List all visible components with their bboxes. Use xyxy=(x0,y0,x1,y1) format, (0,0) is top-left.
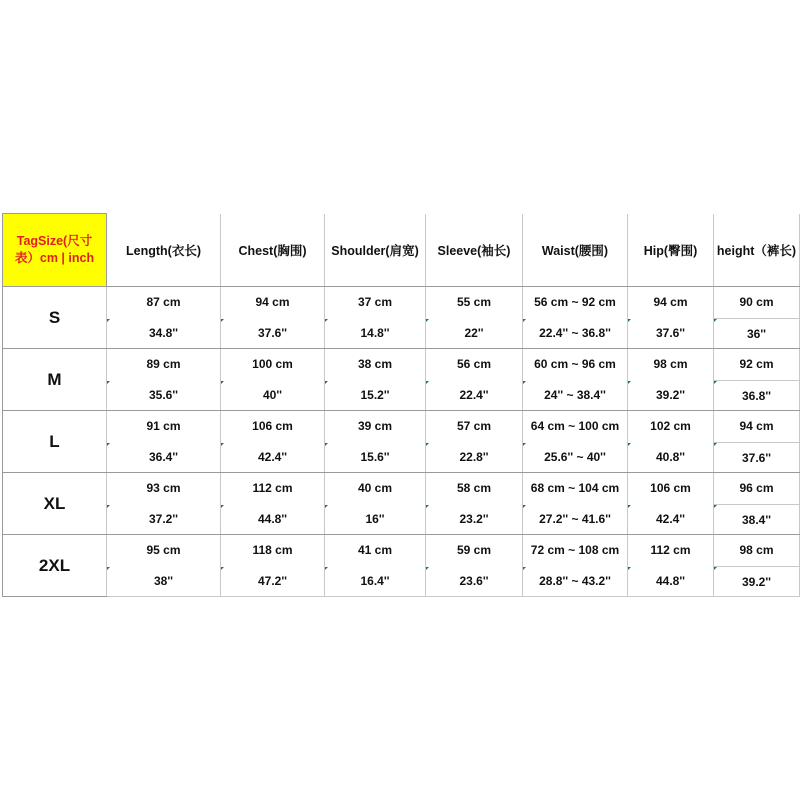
sleeve-cm: 57 cm xyxy=(426,411,523,443)
shoulder-inch: 14.8'' xyxy=(325,319,426,349)
height-inch: 39.2'' xyxy=(714,567,800,597)
table-row-s-inch xyxy=(3,319,800,349)
length-inch: 36.4'' xyxy=(107,443,221,473)
length-cm: 89 cm xyxy=(107,349,221,381)
chest-inch: 40'' xyxy=(221,381,325,411)
shoulder-inch: 15.2'' xyxy=(325,381,426,411)
chest-cm: 100 cm xyxy=(221,349,325,381)
table-row-2xl-cm xyxy=(3,535,800,567)
waist-inch: 27.2'' ~ 41.6'' xyxy=(523,505,628,535)
sleeve-cm: 58 cm xyxy=(426,473,523,505)
waist-cm: 60 cm ~ 96 cm xyxy=(523,349,628,381)
header-shoulder: Shoulder(肩宽) xyxy=(325,214,426,287)
waist-inch: 22.4'' ~ 36.8'' xyxy=(523,319,628,349)
chest-cm: 118 cm xyxy=(221,535,325,567)
hip-cm: 106 cm xyxy=(628,473,714,505)
hip-cm: 112 cm xyxy=(628,535,714,567)
shoulder-inch: 16'' xyxy=(325,505,426,535)
header-sleeve: Sleeve(袖长) xyxy=(426,214,523,287)
table-row-m-inch xyxy=(3,381,800,411)
sleeve-inch: 23.6'' xyxy=(426,567,523,597)
chest-inch: 42.4'' xyxy=(221,443,325,473)
length-cm: 95 cm xyxy=(107,535,221,567)
size-label-xl: XL xyxy=(3,473,107,535)
table-row-2xl-inch xyxy=(3,567,800,597)
height-inch: 38.4'' xyxy=(714,505,800,535)
header-chest: Chest(胸围) xyxy=(221,214,325,287)
sleeve-cm: 56 cm xyxy=(426,349,523,381)
shoulder-cm: 37 cm xyxy=(325,287,426,319)
table-row-xl-inch xyxy=(3,505,800,535)
chest-inch: 47.2'' xyxy=(221,567,325,597)
length-inch: 37.2'' xyxy=(107,505,221,535)
shoulder-cm: 41 cm xyxy=(325,535,426,567)
sleeve-cm: 55 cm xyxy=(426,287,523,319)
length-inch: 35.6'' xyxy=(107,381,221,411)
hip-cm: 102 cm xyxy=(628,411,714,443)
height-inch: 36.8'' xyxy=(714,381,800,411)
height-cm: 90 cm xyxy=(714,287,800,319)
length-cm: 93 cm xyxy=(107,473,221,505)
chest-cm: 112 cm xyxy=(221,473,325,505)
height-cm: 94 cm xyxy=(714,411,800,443)
sleeve-cm: 59 cm xyxy=(426,535,523,567)
hip-inch: 44.8'' xyxy=(628,567,714,597)
waist-cm: 56 cm ~ 92 cm xyxy=(523,287,628,319)
height-cm: 96 cm xyxy=(714,473,800,505)
sleeve-inch: 22.8'' xyxy=(426,443,523,473)
chest-cm: 106 cm xyxy=(221,411,325,443)
table-row-l-cm xyxy=(3,411,800,443)
hip-inch: 39.2'' xyxy=(628,381,714,411)
size-label-2xl: 2XL xyxy=(3,535,107,597)
size-label-m: M xyxy=(3,349,107,411)
size-label-l: L xyxy=(3,411,107,473)
sleeve-inch: 23.2'' xyxy=(426,505,523,535)
table-row-m-cm xyxy=(3,349,800,381)
table-row-s-cm xyxy=(3,287,800,319)
hip-inch: 40.8'' xyxy=(628,443,714,473)
chest-cm: 94 cm xyxy=(221,287,325,319)
header-row xyxy=(3,214,800,287)
shoulder-inch: 16.4'' xyxy=(325,567,426,597)
header-length: Length(衣长) xyxy=(107,214,221,287)
length-inch: 34.8'' xyxy=(107,319,221,349)
hip-cm: 94 cm xyxy=(628,287,714,319)
waist-cm: 64 cm ~ 100 cm xyxy=(523,411,628,443)
chest-inch: 37.6'' xyxy=(221,319,325,349)
shoulder-inch: 15.6'' xyxy=(325,443,426,473)
sleeve-inch: 22'' xyxy=(426,319,523,349)
header-hip: Hip(臀围) xyxy=(628,214,714,287)
waist-cm: 68 cm ~ 104 cm xyxy=(523,473,628,505)
length-inch: 38'' xyxy=(107,567,221,597)
table-row-xl-cm xyxy=(3,473,800,505)
height-inch: 37.6'' xyxy=(714,443,800,473)
waist-cm: 72 cm ~ 108 cm xyxy=(523,535,628,567)
shoulder-cm: 38 cm xyxy=(325,349,426,381)
header-tag-size-label: TagSize(尺寸表）cm | inch xyxy=(14,234,95,265)
size-label-s: S xyxy=(3,287,107,349)
height-cm: 98 cm xyxy=(714,535,800,567)
hip-inch: 37.6'' xyxy=(628,319,714,349)
header-tag-size xyxy=(3,214,107,287)
sleeve-inch: 22.4'' xyxy=(426,381,523,411)
length-cm: 87 cm xyxy=(107,287,221,319)
waist-inch: 28.8'' ~ 43.2'' xyxy=(523,567,628,597)
shoulder-cm: 39 cm xyxy=(325,411,426,443)
header-height: height（裤长) xyxy=(714,214,800,287)
height-cm: 92 cm xyxy=(714,349,800,381)
waist-inch: 24'' ~ 38.4'' xyxy=(523,381,628,411)
header-waist: Waist(腰围) xyxy=(523,214,628,287)
hip-cm: 98 cm xyxy=(628,349,714,381)
height-inch: 36'' xyxy=(714,319,800,349)
table-row-l-inch xyxy=(3,443,800,473)
chest-inch: 44.8'' xyxy=(221,505,325,535)
length-cm: 91 cm xyxy=(107,411,221,443)
waist-inch: 25.6'' ~ 40'' xyxy=(523,443,628,473)
shoulder-cm: 40 cm xyxy=(325,473,426,505)
size-chart-table xyxy=(2,213,800,597)
hip-inch: 42.4'' xyxy=(628,505,714,535)
